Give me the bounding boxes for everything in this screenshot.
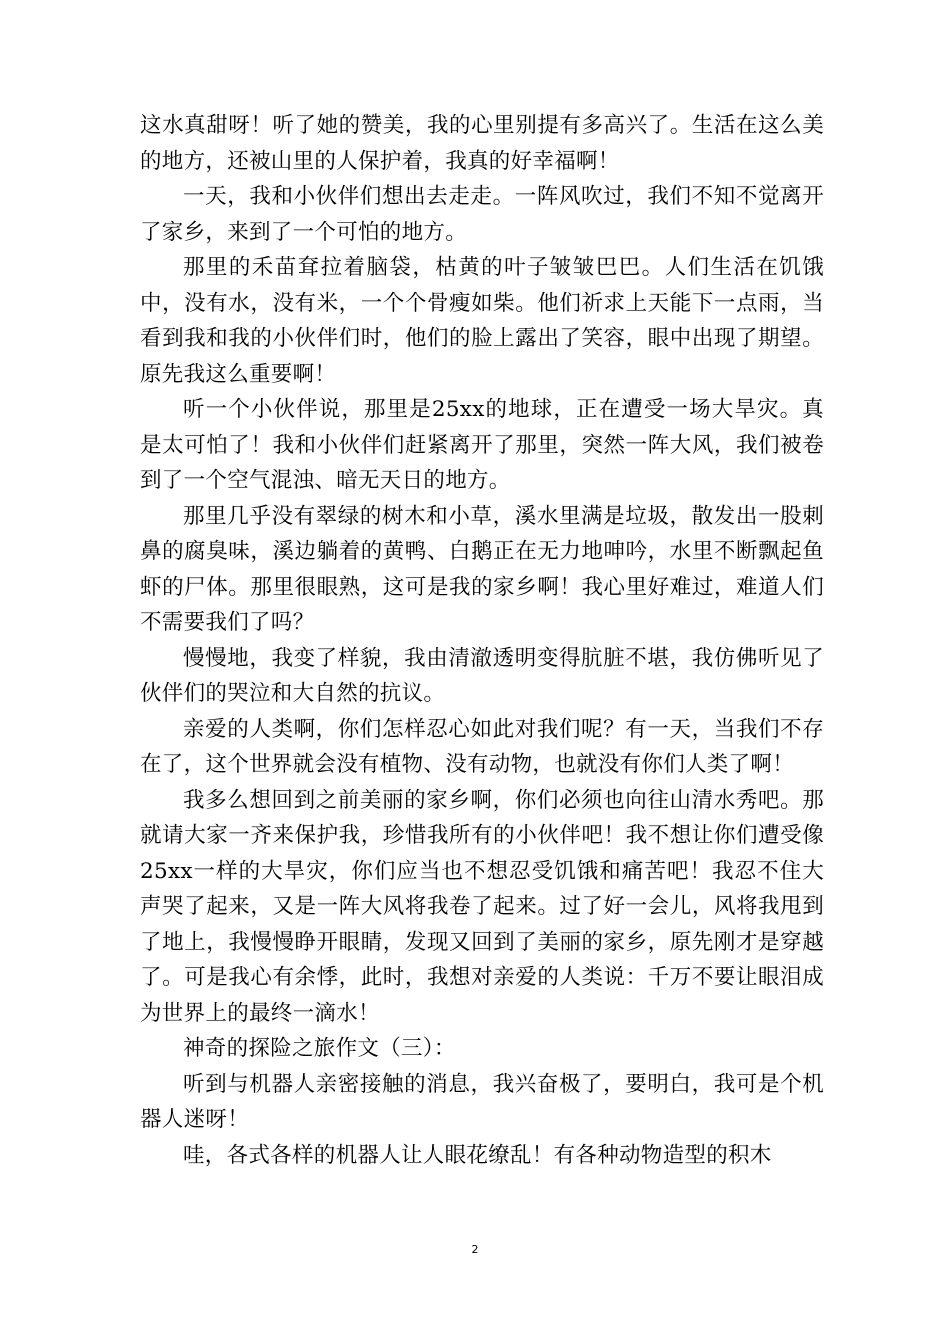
paragraph-7: 亲爱的人类啊，你们怎样忍心如此对我们呢？有一天，当我们不存在了，这个世界就会没有植物、没有动物，也就没有你们人类了啊！: [140, 716, 824, 777]
paragraph-4: 听一个小伙伴说，那里是25xx的地球，正在遭受一场大旱灾。真是太可怕了！我和小伙伴们赶紧离开了那里，突然一阵大风，我们被卷到了一个空气混浊、暗无天日的地方。: [140, 397, 824, 493]
paragraph-1: 这水真甜呀！听了她的赞美，我的心里别提有多高兴了。生活在这么美的地方，还被山里的人保护着，我真的好幸福啊！: [140, 113, 824, 174]
page-number: 2: [471, 1243, 479, 1256]
paragraph-3: 那里的禾苗耷拉着脑袋，枯黄的叶子皱皱巴巴。人们生活在饥饿中，没有水，没有米，一个个骨瘦如柴。他们祈求上天能下一点雨，当看到我和我的小伙伴们时，他们的脸上露出了笑容，眼中出现了期望。原先我这么重要啊！: [140, 255, 824, 387]
paragraph-10: 哇，各式各样的机器人让人眼花缭乱！有各种动物造型的积木: [183, 1142, 772, 1168]
paragraph-2: 一天，我和小伙伴们想出去走走。一阵风吹过，我们不知不觉离开了家乡，来到了一个可怕的地方。: [140, 184, 824, 245]
paragraph-5: 那里几乎没有翠绿的树木和小草，溪水里满是垃圾，散发出一股刺鼻的腐臭味，溪边躺着的黄鸭、白鹅正在无力地呻吟，水里不断飘起鱼虾的尸体。那里很眼熟，这可是我的家乡啊！我心里好难过，难道人们不需要我们了吗？: [140, 503, 824, 635]
document-body: [140, 108, 824, 1173]
paragraph-8: 我多么想回到之前美丽的家乡啊，你们必须也向往山清水秀吧。那就请大家一齐来保护我，珍惜我所有的小伙伴吧！我不想让你们遭受像25xx一样的大旱灾，你们应当也不想忍受饥饿和痛苦吧！我忍不住大声哭了起来，又是一阵大风将我卷了起来。过了好一会儿，风将我甩到了地上，我慢慢睁开眼睛，发现又回到了美丽的家乡，原先刚才是穿越了。可是我心有余悸，此时，我想对亲爱的人类说：千万不要让眼泪成为世界上的最终一滴水！: [140, 787, 824, 1026]
section-heading: 神奇的探险之旅作文（三）：: [183, 1036, 456, 1061]
paragraph-9: 听到与机器人亲密接触的消息，我兴奋极了，要明白，我可是个机器人迷呀！: [140, 1071, 824, 1132]
paragraph-6: 慢慢地，我变了样貌，我由清澈透明变得肮脏不堪，我仿佛听见了伙伴们的哭泣和大自然的抗议。: [140, 645, 824, 706]
